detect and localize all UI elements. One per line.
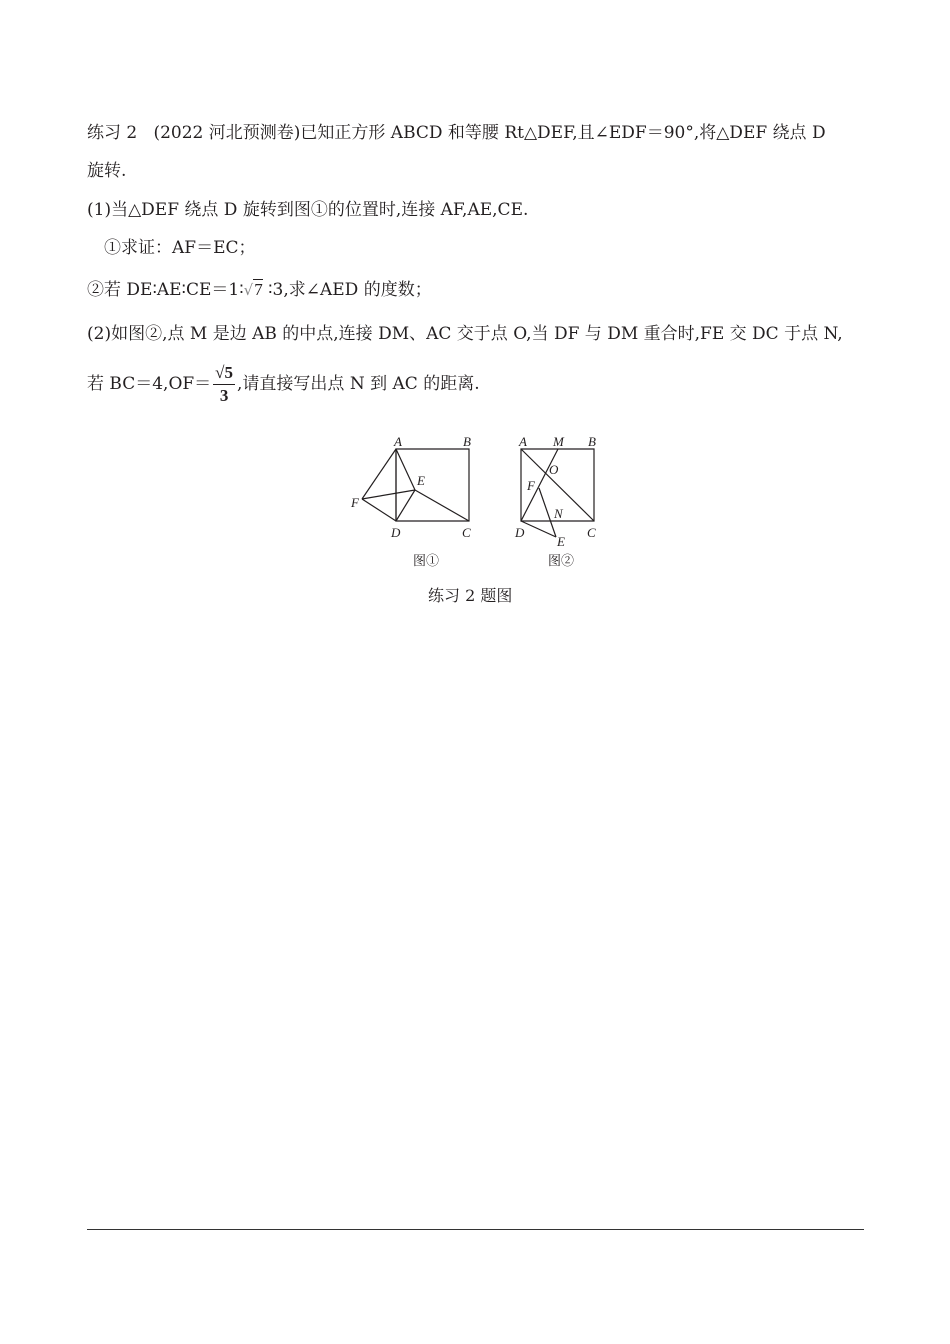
q2-sqrt-value: 7	[254, 280, 263, 299]
label-c-2: C	[587, 525, 596, 540]
label-c: C	[462, 525, 471, 540]
exercise-label: 练习 2	[87, 123, 138, 143]
figure-1-diagram	[340, 430, 490, 550]
label-d: D	[391, 525, 401, 540]
line2-prefix: 若 BC＝4,OF＝	[87, 374, 212, 394]
part2-line2	[87, 362, 480, 407]
figure-group-caption: 练习 2 题图	[428, 586, 513, 605]
label-n: N	[554, 506, 563, 521]
footer-divider	[87, 1229, 864, 1230]
fraction-denominator: 3	[219, 386, 229, 405]
figure-2-diagram	[505, 430, 615, 550]
sqrt-symbol: √	[243, 281, 254, 299]
label-m: M	[553, 434, 564, 449]
label-b-2: B	[588, 434, 596, 449]
label-a: A	[394, 434, 402, 449]
label-e: E	[417, 473, 425, 488]
part1-intro: (1)当△DEF 绕点 D 旋转到图①的位置时,连接 AF,AE,CE.	[87, 200, 529, 220]
label-d-2: D	[515, 525, 525, 540]
part1-question2	[87, 279, 432, 301]
q2-suffix: ∶3,求∠AED 的度数；	[268, 280, 432, 300]
label-f: F	[351, 495, 359, 510]
exercise-source: (2022 河北预测卷)	[153, 123, 301, 143]
exercise-stem-line1	[87, 122, 826, 144]
label-e-2: E	[557, 534, 565, 549]
label-b: B	[463, 434, 471, 449]
line2-suffix: ,请直接写出点 N 到 AC 的距离.	[237, 374, 480, 394]
figure-2-caption: 图②	[548, 554, 575, 569]
stem-text: 已知正方形 ABCD 和等腰 Rt△DEF,且∠EDF＝90°,将△DEF 绕点 D	[300, 123, 826, 143]
label-o: O	[549, 462, 559, 477]
part2-line1: (2)如图②,点 M 是边 AB 的中点,连接 DM、AC 交于点 O,当 DF 与 DM 重合时,FE 交 DC 于点 N,	[87, 324, 843, 344]
figure-1-caption: 图①	[413, 554, 440, 569]
part1-question1: ①求证：AF＝EC；	[104, 238, 256, 258]
q2-prefix: ②若 DE∶AE∶CE＝1∶	[87, 280, 244, 300]
label-f-2: F	[527, 478, 535, 493]
fraction-of	[213, 362, 235, 407]
fraction-numerator: √5	[213, 362, 235, 385]
label-a-2: A	[519, 434, 527, 449]
square-abcd	[396, 449, 469, 521]
exercise-stem-line2: 旋转.	[87, 161, 127, 181]
